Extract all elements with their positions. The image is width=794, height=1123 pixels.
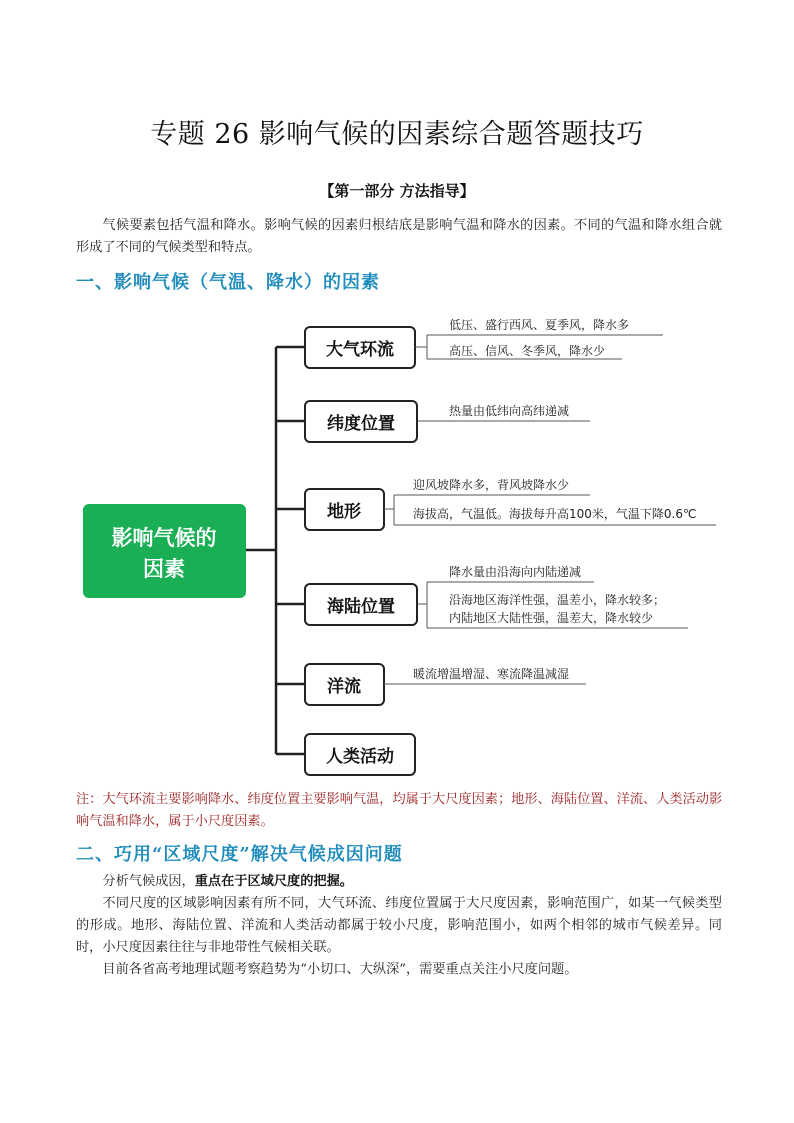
detail-text: 高压、信风、冬季风，降水少 <box>449 344 606 358</box>
branch-label: 纬度位置 <box>327 414 395 434</box>
detail-text: 热量由低纬向高纬递减 <box>449 404 570 418</box>
branch-label: 人类活动 <box>326 747 394 767</box>
branch-label: 洋流 <box>327 677 361 697</box>
p1-plain-text: 分析气候成因， <box>102 874 195 889</box>
part-subtitle: 【第一部分 方法指导】 <box>319 182 475 200</box>
center-label-line1: 影响气候的 <box>111 526 217 550</box>
page-title: 专题 26 影响气候的因素综合题答题技巧 <box>150 119 644 150</box>
section2-paragraph-3: 目前各省高考地理试题考察趋势为“小切口、大纵深”，需要重点关注小尺度问题。 <box>102 962 578 977</box>
center-label-line2: 因素 <box>143 557 185 581</box>
branch-label: 大气环流 <box>326 340 394 360</box>
p1-bold-text: 重点在于区域尺度的把握。 <box>194 874 353 889</box>
section2-paragraph-2: 不同尺度的区域影响因素有所不同，大气环流、纬度位置属于大尺度因素，影响范围广，如某一气候类型的形成。地形、海陆位置、洋流和人类活动都属于较小尺度，影响范围小，如两个相邻的城市气候差异。同时，小尺度因素往往与非地带性气候相关联。 <box>76 896 722 955</box>
detail-text: 沿海地区海洋性强，温差小，降水较多； <box>449 593 666 607</box>
detail-text: 低压、盛行西风、夏季风，降水多 <box>449 318 630 332</box>
detail-text: 暖流增温增湿、寒流降温减湿 <box>413 667 570 681</box>
center-node <box>83 504 246 598</box>
intro-paragraph: 气候要素包括气温和降水。影响气候的因素归根结底是影响气温和降水的因素。不同的气温和降水组合就形成了不同的气候类型和特点。 <box>76 218 722 255</box>
section2-heading: 二、巧用“区域尺度”解决气候成因问题 <box>76 844 403 865</box>
branch-label: 海陆位置 <box>327 597 395 617</box>
detail-text: 内陆地区大陆性强，温差大，降水较少 <box>449 611 654 625</box>
detail-text: 海拔高，气温低。海拔每升高100米，气温下降0.6℃ <box>413 507 697 521</box>
section2-paragraph-1 <box>76 871 722 893</box>
detail-text: 迎风坡降水多，背风坡降水少 <box>413 478 570 492</box>
section1-heading: 一、影响气候（气温、降水）的因素 <box>76 272 380 293</box>
detail-text: 降水量由沿海向内陆递减 <box>449 565 582 579</box>
branch-label: 地形 <box>327 502 361 522</box>
note-paragraph: 注：大气环流主要影响降水、纬度位置主要影响气温，均属于大尺度因素；地形、海陆位置、洋流、人类活动影响气温和降水，属于小尺度因素。 <box>76 792 723 829</box>
